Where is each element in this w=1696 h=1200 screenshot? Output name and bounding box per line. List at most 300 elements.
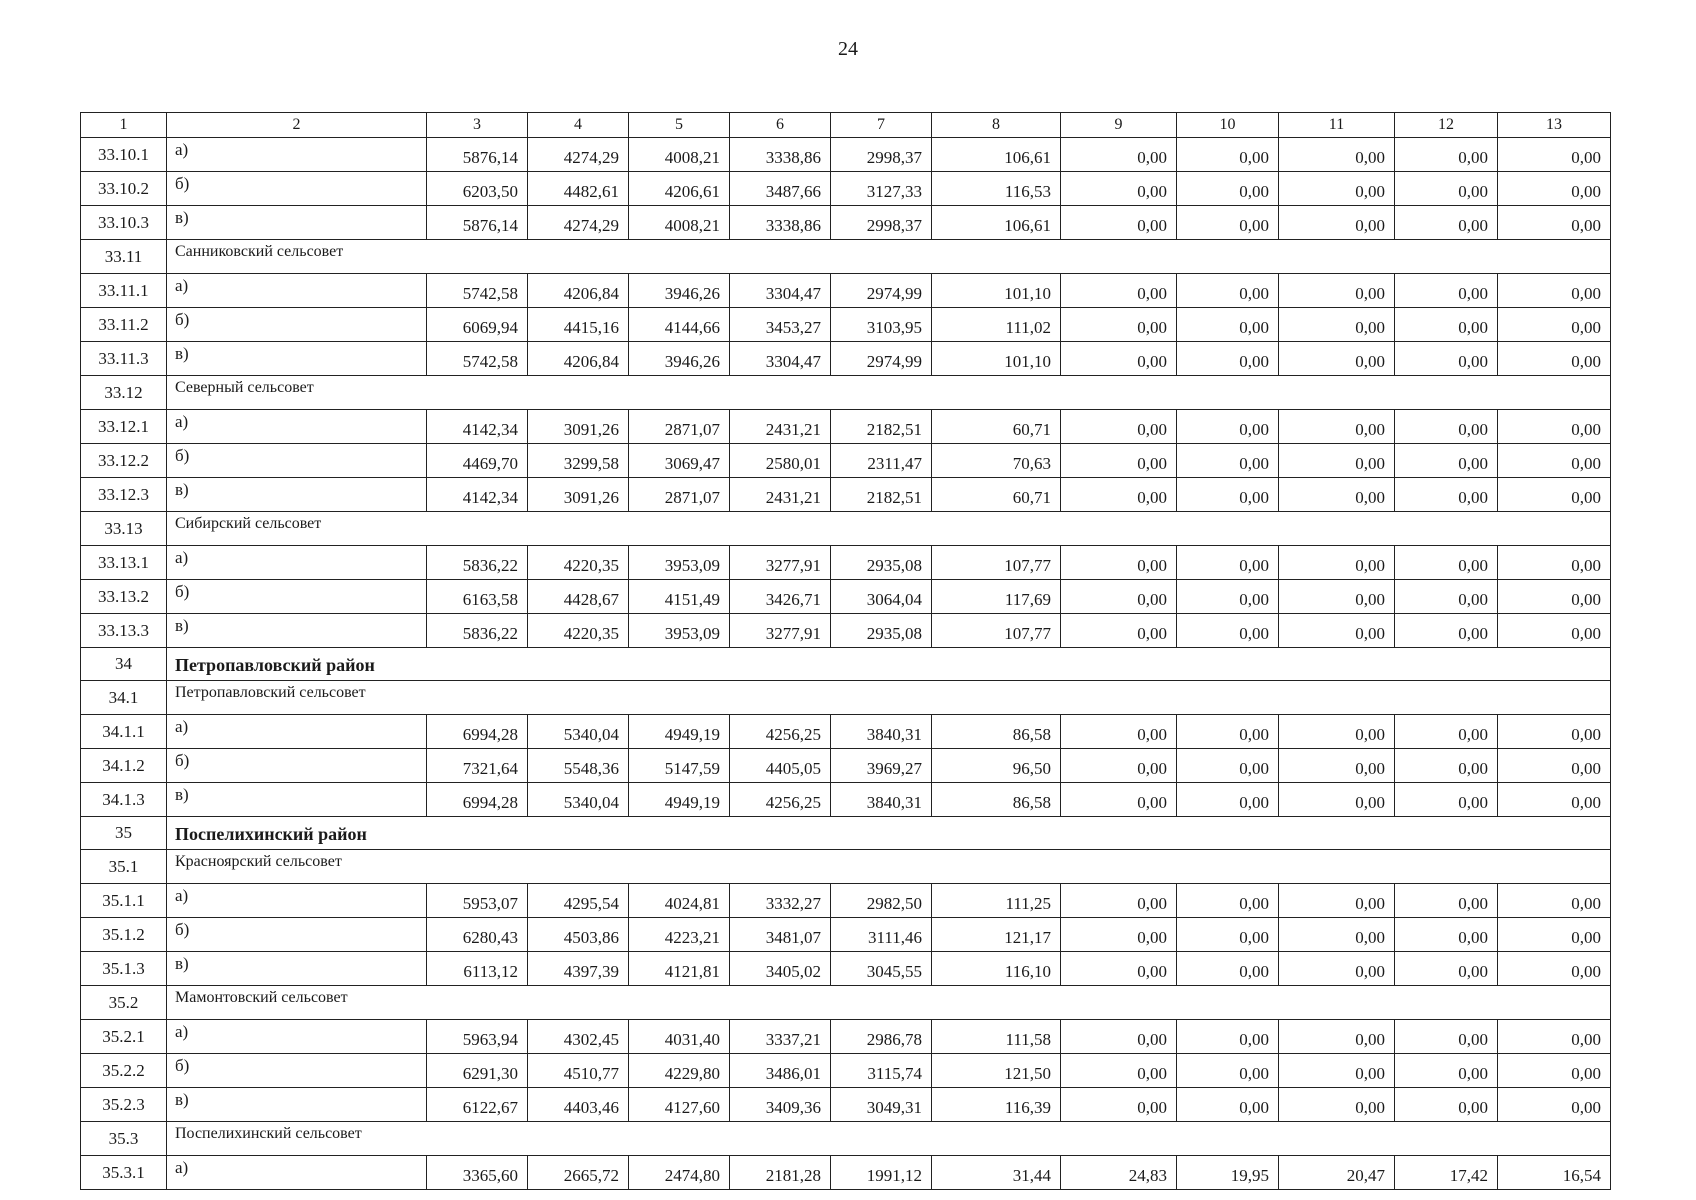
column-number: 5 (629, 113, 730, 138)
value-cell: 2998,37 (831, 138, 932, 172)
value-cell: 4142,34 (427, 410, 528, 444)
value-cell: 0,00 (1279, 1020, 1395, 1054)
value-cell: 0,00 (1061, 749, 1177, 783)
value-cell: 0,00 (1061, 274, 1177, 308)
value-cell: 0,00 (1395, 308, 1498, 342)
row-code: 35.3.1 (81, 1156, 167, 1190)
value-cell: 3304,47 (730, 342, 831, 376)
value-cell: 19,95 (1177, 1156, 1279, 1190)
value-cell: 0,00 (1498, 172, 1611, 206)
section-title: Красноярский сельсовет (167, 850, 1611, 884)
section-row (81, 376, 1611, 410)
column-number: 11 (1279, 113, 1395, 138)
value-cell: 0,00 (1061, 580, 1177, 614)
row-code: 35.2.3 (81, 1088, 167, 1122)
table-row (81, 172, 1611, 206)
row-label: а) (167, 1156, 427, 1190)
value-cell: 0,00 (1177, 580, 1279, 614)
value-cell: 111,02 (932, 308, 1061, 342)
value-cell: 116,10 (932, 952, 1061, 986)
value-cell: 121,17 (932, 918, 1061, 952)
value-cell: 5836,22 (427, 546, 528, 580)
value-cell: 5836,22 (427, 614, 528, 648)
column-number: 13 (1498, 113, 1611, 138)
table-row (81, 342, 1611, 376)
table-row (81, 580, 1611, 614)
value-cell: 4151,49 (629, 580, 730, 614)
value-cell: 0,00 (1498, 1088, 1611, 1122)
value-cell: 116,39 (932, 1088, 1061, 1122)
value-cell: 4024,81 (629, 884, 730, 918)
value-cell: 4031,40 (629, 1020, 730, 1054)
column-number: 3 (427, 113, 528, 138)
row-code: 33.13.1 (81, 546, 167, 580)
value-cell: 3045,55 (831, 952, 932, 986)
value-cell: 0,00 (1498, 749, 1611, 783)
page-number: 24 (838, 38, 858, 60)
value-cell: 3946,26 (629, 274, 730, 308)
value-cell: 4405,05 (730, 749, 831, 783)
value-cell: 5340,04 (528, 715, 629, 749)
value-cell: 101,10 (932, 274, 1061, 308)
value-cell: 0,00 (1279, 749, 1395, 783)
row-code: 35.1 (81, 850, 167, 884)
value-cell: 0,00 (1395, 274, 1498, 308)
value-cell: 5147,59 (629, 749, 730, 783)
value-cell: 0,00 (1177, 206, 1279, 240)
row-code: 34.1.2 (81, 749, 167, 783)
value-cell: 96,50 (932, 749, 1061, 783)
value-cell: 4220,35 (528, 546, 629, 580)
value-cell: 0,00 (1498, 783, 1611, 817)
value-cell: 4008,21 (629, 138, 730, 172)
value-cell: 31,44 (932, 1156, 1061, 1190)
row-code: 35.1.1 (81, 884, 167, 918)
column-number-row (81, 113, 1611, 138)
value-cell: 0,00 (1279, 918, 1395, 952)
value-cell: 3127,33 (831, 172, 932, 206)
table-row (81, 546, 1611, 580)
value-cell: 86,58 (932, 715, 1061, 749)
value-cell: 106,61 (932, 206, 1061, 240)
row-label: б) (167, 580, 427, 614)
value-cell: 3299,58 (528, 444, 629, 478)
value-cell: 3115,74 (831, 1054, 932, 1088)
value-cell: 3481,07 (730, 918, 831, 952)
value-cell: 24,83 (1061, 1156, 1177, 1190)
value-cell: 0,00 (1279, 342, 1395, 376)
value-cell: 3405,02 (730, 952, 831, 986)
district-row (81, 648, 1611, 681)
value-cell: 0,00 (1498, 1054, 1611, 1088)
value-cell: 101,10 (932, 342, 1061, 376)
section-title: Сибирский сельсовет (167, 512, 1611, 546)
value-cell: 0,00 (1061, 1054, 1177, 1088)
value-cell: 86,58 (932, 783, 1061, 817)
section-title: Поспелихинский сельсовет (167, 1122, 1611, 1156)
value-cell: 0,00 (1279, 172, 1395, 206)
row-code: 33.11.3 (81, 342, 167, 376)
value-cell: 0,00 (1279, 410, 1395, 444)
column-number: 8 (932, 113, 1061, 138)
row-label: а) (167, 546, 427, 580)
value-cell: 3049,31 (831, 1088, 932, 1122)
value-cell: 0,00 (1061, 614, 1177, 648)
value-cell: 4206,84 (528, 342, 629, 376)
value-cell: 2311,47 (831, 444, 932, 478)
value-cell: 4223,21 (629, 918, 730, 952)
row-label: в) (167, 206, 427, 240)
value-cell: 0,00 (1498, 884, 1611, 918)
value-cell: 0,00 (1279, 715, 1395, 749)
value-cell: 111,58 (932, 1020, 1061, 1054)
row-label: б) (167, 308, 427, 342)
value-cell: 121,50 (932, 1054, 1061, 1088)
value-cell: 0,00 (1061, 206, 1177, 240)
tariff-table (80, 112, 1611, 1190)
value-cell: 0,00 (1395, 138, 1498, 172)
value-cell: 3946,26 (629, 342, 730, 376)
value-cell: 4510,77 (528, 1054, 629, 1088)
value-cell: 0,00 (1498, 1020, 1611, 1054)
value-cell: 4144,66 (629, 308, 730, 342)
value-cell: 0,00 (1395, 410, 1498, 444)
value-cell: 0,00 (1061, 342, 1177, 376)
value-cell: 2474,80 (629, 1156, 730, 1190)
value-cell: 4295,54 (528, 884, 629, 918)
value-cell: 4274,29 (528, 138, 629, 172)
row-code: 33.11 (81, 240, 167, 274)
value-cell: 4469,70 (427, 444, 528, 478)
value-cell: 0,00 (1177, 478, 1279, 512)
value-cell: 0,00 (1395, 342, 1498, 376)
value-cell: 4397,39 (528, 952, 629, 986)
value-cell: 4142,34 (427, 478, 528, 512)
value-cell: 0,00 (1177, 614, 1279, 648)
value-cell: 5548,36 (528, 749, 629, 783)
value-cell: 4428,67 (528, 580, 629, 614)
row-code: 34 (81, 648, 167, 681)
value-cell: 2871,07 (629, 410, 730, 444)
value-cell: 0,00 (1061, 410, 1177, 444)
value-cell: 4220,35 (528, 614, 629, 648)
value-cell: 0,00 (1279, 1054, 1395, 1088)
value-cell: 0,00 (1395, 749, 1498, 783)
value-cell: 16,54 (1498, 1156, 1611, 1190)
value-cell: 1991,12 (831, 1156, 932, 1190)
district-row (81, 817, 1611, 850)
value-cell: 0,00 (1177, 138, 1279, 172)
value-cell: 6163,58 (427, 580, 528, 614)
value-cell: 0,00 (1395, 918, 1498, 952)
table-row (81, 274, 1611, 308)
row-code: 33.10.1 (81, 138, 167, 172)
value-cell: 4482,61 (528, 172, 629, 206)
value-cell: 0,00 (1177, 1088, 1279, 1122)
row-label: а) (167, 884, 427, 918)
section-row (81, 1122, 1611, 1156)
table-row (81, 478, 1611, 512)
value-cell: 5953,07 (427, 884, 528, 918)
value-cell: 3111,46 (831, 918, 932, 952)
value-cell: 0,00 (1279, 1088, 1395, 1122)
row-code: 33.12 (81, 376, 167, 410)
row-code: 35.1.3 (81, 952, 167, 986)
row-code: 34.1.1 (81, 715, 167, 749)
section-title: Петропавловский сельсовет (167, 681, 1611, 715)
value-cell: 3338,86 (730, 138, 831, 172)
value-cell: 3069,47 (629, 444, 730, 478)
row-code: 33.13.3 (81, 614, 167, 648)
value-cell: 6280,43 (427, 918, 528, 952)
row-code: 33.11.1 (81, 274, 167, 308)
value-cell: 7321,64 (427, 749, 528, 783)
value-cell: 2431,21 (730, 410, 831, 444)
value-cell: 2935,08 (831, 546, 932, 580)
value-cell: 0,00 (1177, 884, 1279, 918)
value-cell: 0,00 (1061, 138, 1177, 172)
value-cell: 117,69 (932, 580, 1061, 614)
value-cell: 0,00 (1177, 952, 1279, 986)
row-code: 33.12.2 (81, 444, 167, 478)
value-cell: 0,00 (1061, 478, 1177, 512)
column-number: 2 (167, 113, 427, 138)
section-row (81, 240, 1611, 274)
value-cell: 3840,31 (831, 783, 932, 817)
value-cell: 0,00 (1061, 783, 1177, 817)
value-cell: 5876,14 (427, 206, 528, 240)
value-cell: 5742,58 (427, 274, 528, 308)
table-row (81, 308, 1611, 342)
value-cell: 0,00 (1498, 546, 1611, 580)
value-cell: 0,00 (1061, 444, 1177, 478)
row-code: 35.2 (81, 986, 167, 1020)
row-label: б) (167, 172, 427, 206)
row-label: а) (167, 410, 427, 444)
value-cell: 5876,14 (427, 138, 528, 172)
value-cell: 4127,60 (629, 1088, 730, 1122)
value-cell: 4302,45 (528, 1020, 629, 1054)
value-cell: 0,00 (1061, 308, 1177, 342)
value-cell: 2974,99 (831, 342, 932, 376)
value-cell: 2974,99 (831, 274, 932, 308)
value-cell: 3409,36 (730, 1088, 831, 1122)
value-cell: 0,00 (1395, 546, 1498, 580)
section-title: Северный сельсовет (167, 376, 1611, 410)
table-row (81, 884, 1611, 918)
row-code: 35 (81, 817, 167, 850)
section-row (81, 512, 1611, 546)
value-cell: 0,00 (1279, 444, 1395, 478)
table-row (81, 410, 1611, 444)
value-cell: 0,00 (1395, 1020, 1498, 1054)
value-cell: 2182,51 (831, 478, 932, 512)
row-label: а) (167, 1020, 427, 1054)
value-cell: 0,00 (1279, 546, 1395, 580)
value-cell: 0,00 (1177, 342, 1279, 376)
row-code: 33.10.2 (81, 172, 167, 206)
value-cell: 70,63 (932, 444, 1061, 478)
value-cell: 0,00 (1177, 783, 1279, 817)
value-cell: 107,77 (932, 614, 1061, 648)
value-cell: 4121,81 (629, 952, 730, 986)
value-cell: 0,00 (1177, 308, 1279, 342)
value-cell: 2871,07 (629, 478, 730, 512)
value-cell: 3091,26 (528, 478, 629, 512)
value-cell: 0,00 (1177, 1020, 1279, 1054)
value-cell: 0,00 (1279, 478, 1395, 512)
value-cell: 0,00 (1061, 1088, 1177, 1122)
value-cell: 0,00 (1498, 342, 1611, 376)
value-cell: 5340,04 (528, 783, 629, 817)
value-cell: 3337,21 (730, 1020, 831, 1054)
value-cell: 0,00 (1177, 1054, 1279, 1088)
value-cell: 0,00 (1279, 614, 1395, 648)
table-row (81, 614, 1611, 648)
section-row (81, 681, 1611, 715)
value-cell: 3064,04 (831, 580, 932, 614)
value-cell: 0,00 (1177, 715, 1279, 749)
table-row (81, 138, 1611, 172)
value-cell: 0,00 (1279, 308, 1395, 342)
value-cell: 0,00 (1279, 274, 1395, 308)
value-cell: 6113,12 (427, 952, 528, 986)
value-cell: 2580,01 (730, 444, 831, 478)
row-label: в) (167, 1088, 427, 1122)
value-cell: 3332,27 (730, 884, 831, 918)
section-row (81, 850, 1611, 884)
row-code: 33.11.2 (81, 308, 167, 342)
value-cell: 3091,26 (528, 410, 629, 444)
value-cell: 3103,95 (831, 308, 932, 342)
value-cell: 0,00 (1061, 172, 1177, 206)
row-code: 33.10.3 (81, 206, 167, 240)
row-code: 33.13.2 (81, 580, 167, 614)
value-cell: 4206,61 (629, 172, 730, 206)
value-cell: 2998,37 (831, 206, 932, 240)
value-cell: 0,00 (1177, 172, 1279, 206)
row-label: б) (167, 1054, 427, 1088)
value-cell: 6203,50 (427, 172, 528, 206)
value-cell: 0,00 (1395, 952, 1498, 986)
row-label: в) (167, 952, 427, 986)
value-cell: 4256,25 (730, 783, 831, 817)
table-row (81, 715, 1611, 749)
table-row (81, 749, 1611, 783)
column-number: 6 (730, 113, 831, 138)
value-cell: 0,00 (1498, 138, 1611, 172)
value-cell: 107,77 (932, 546, 1061, 580)
value-cell: 17,42 (1395, 1156, 1498, 1190)
row-code: 35.2.1 (81, 1020, 167, 1054)
value-cell: 0,00 (1395, 884, 1498, 918)
value-cell: 0,00 (1498, 614, 1611, 648)
table-row (81, 444, 1611, 478)
value-cell: 0,00 (1395, 580, 1498, 614)
value-cell: 0,00 (1498, 410, 1611, 444)
value-cell: 3277,91 (730, 614, 831, 648)
value-cell: 2182,51 (831, 410, 932, 444)
value-cell: 0,00 (1279, 138, 1395, 172)
value-cell: 2665,72 (528, 1156, 629, 1190)
value-cell: 0,00 (1395, 444, 1498, 478)
column-number: 12 (1395, 113, 1498, 138)
value-cell: 0,00 (1498, 580, 1611, 614)
value-cell: 0,00 (1061, 918, 1177, 952)
value-cell: 4949,19 (629, 783, 730, 817)
value-cell: 60,71 (932, 478, 1061, 512)
row-label: в) (167, 478, 427, 512)
table-row (81, 1020, 1611, 1054)
value-cell: 0,00 (1061, 952, 1177, 986)
value-cell: 3840,31 (831, 715, 932, 749)
row-label: а) (167, 138, 427, 172)
value-cell: 3453,27 (730, 308, 831, 342)
value-cell: 6994,28 (427, 715, 528, 749)
value-cell: 6069,94 (427, 308, 528, 342)
value-cell: 4403,46 (528, 1088, 629, 1122)
district-title: Петропавловский район (167, 648, 1611, 681)
value-cell: 0,00 (1498, 444, 1611, 478)
value-cell: 2982,50 (831, 884, 932, 918)
section-title: Мамонтовский сельсовет (167, 986, 1611, 1020)
value-cell: 0,00 (1177, 546, 1279, 580)
row-label: а) (167, 715, 427, 749)
value-cell: 3338,86 (730, 206, 831, 240)
value-cell: 4229,80 (629, 1054, 730, 1088)
row-code: 33.13 (81, 512, 167, 546)
value-cell: 3486,01 (730, 1054, 831, 1088)
value-cell: 0,00 (1279, 580, 1395, 614)
value-cell: 3969,27 (831, 749, 932, 783)
value-cell: 116,53 (932, 172, 1061, 206)
value-cell: 0,00 (1395, 783, 1498, 817)
row-code: 33.12.3 (81, 478, 167, 512)
section-title: Санниковский сельсовет (167, 240, 1611, 274)
value-cell: 106,61 (932, 138, 1061, 172)
value-cell: 20,47 (1279, 1156, 1395, 1190)
value-cell: 0,00 (1177, 444, 1279, 478)
value-cell: 111,25 (932, 884, 1061, 918)
column-number: 7 (831, 113, 932, 138)
table-row (81, 952, 1611, 986)
district-title: Поспелихинский район (167, 817, 1611, 850)
value-cell: 0,00 (1395, 715, 1498, 749)
value-cell: 5742,58 (427, 342, 528, 376)
value-cell: 0,00 (1498, 308, 1611, 342)
table-row (81, 918, 1611, 952)
table-row (81, 783, 1611, 817)
value-cell: 5963,94 (427, 1020, 528, 1054)
row-code: 33.12.1 (81, 410, 167, 444)
value-cell: 0,00 (1279, 206, 1395, 240)
table-row (81, 1054, 1611, 1088)
value-cell: 3277,91 (730, 546, 831, 580)
value-cell: 0,00 (1177, 274, 1279, 308)
column-number: 4 (528, 113, 629, 138)
value-cell: 0,00 (1498, 952, 1611, 986)
value-cell: 3953,09 (629, 614, 730, 648)
value-cell: 0,00 (1395, 614, 1498, 648)
row-code: 35.2.2 (81, 1054, 167, 1088)
table-row (81, 206, 1611, 240)
value-cell: 2181,28 (730, 1156, 831, 1190)
value-cell: 4008,21 (629, 206, 730, 240)
row-label: а) (167, 274, 427, 308)
column-number: 1 (81, 113, 167, 138)
row-label: в) (167, 783, 427, 817)
row-code: 34.1.3 (81, 783, 167, 817)
